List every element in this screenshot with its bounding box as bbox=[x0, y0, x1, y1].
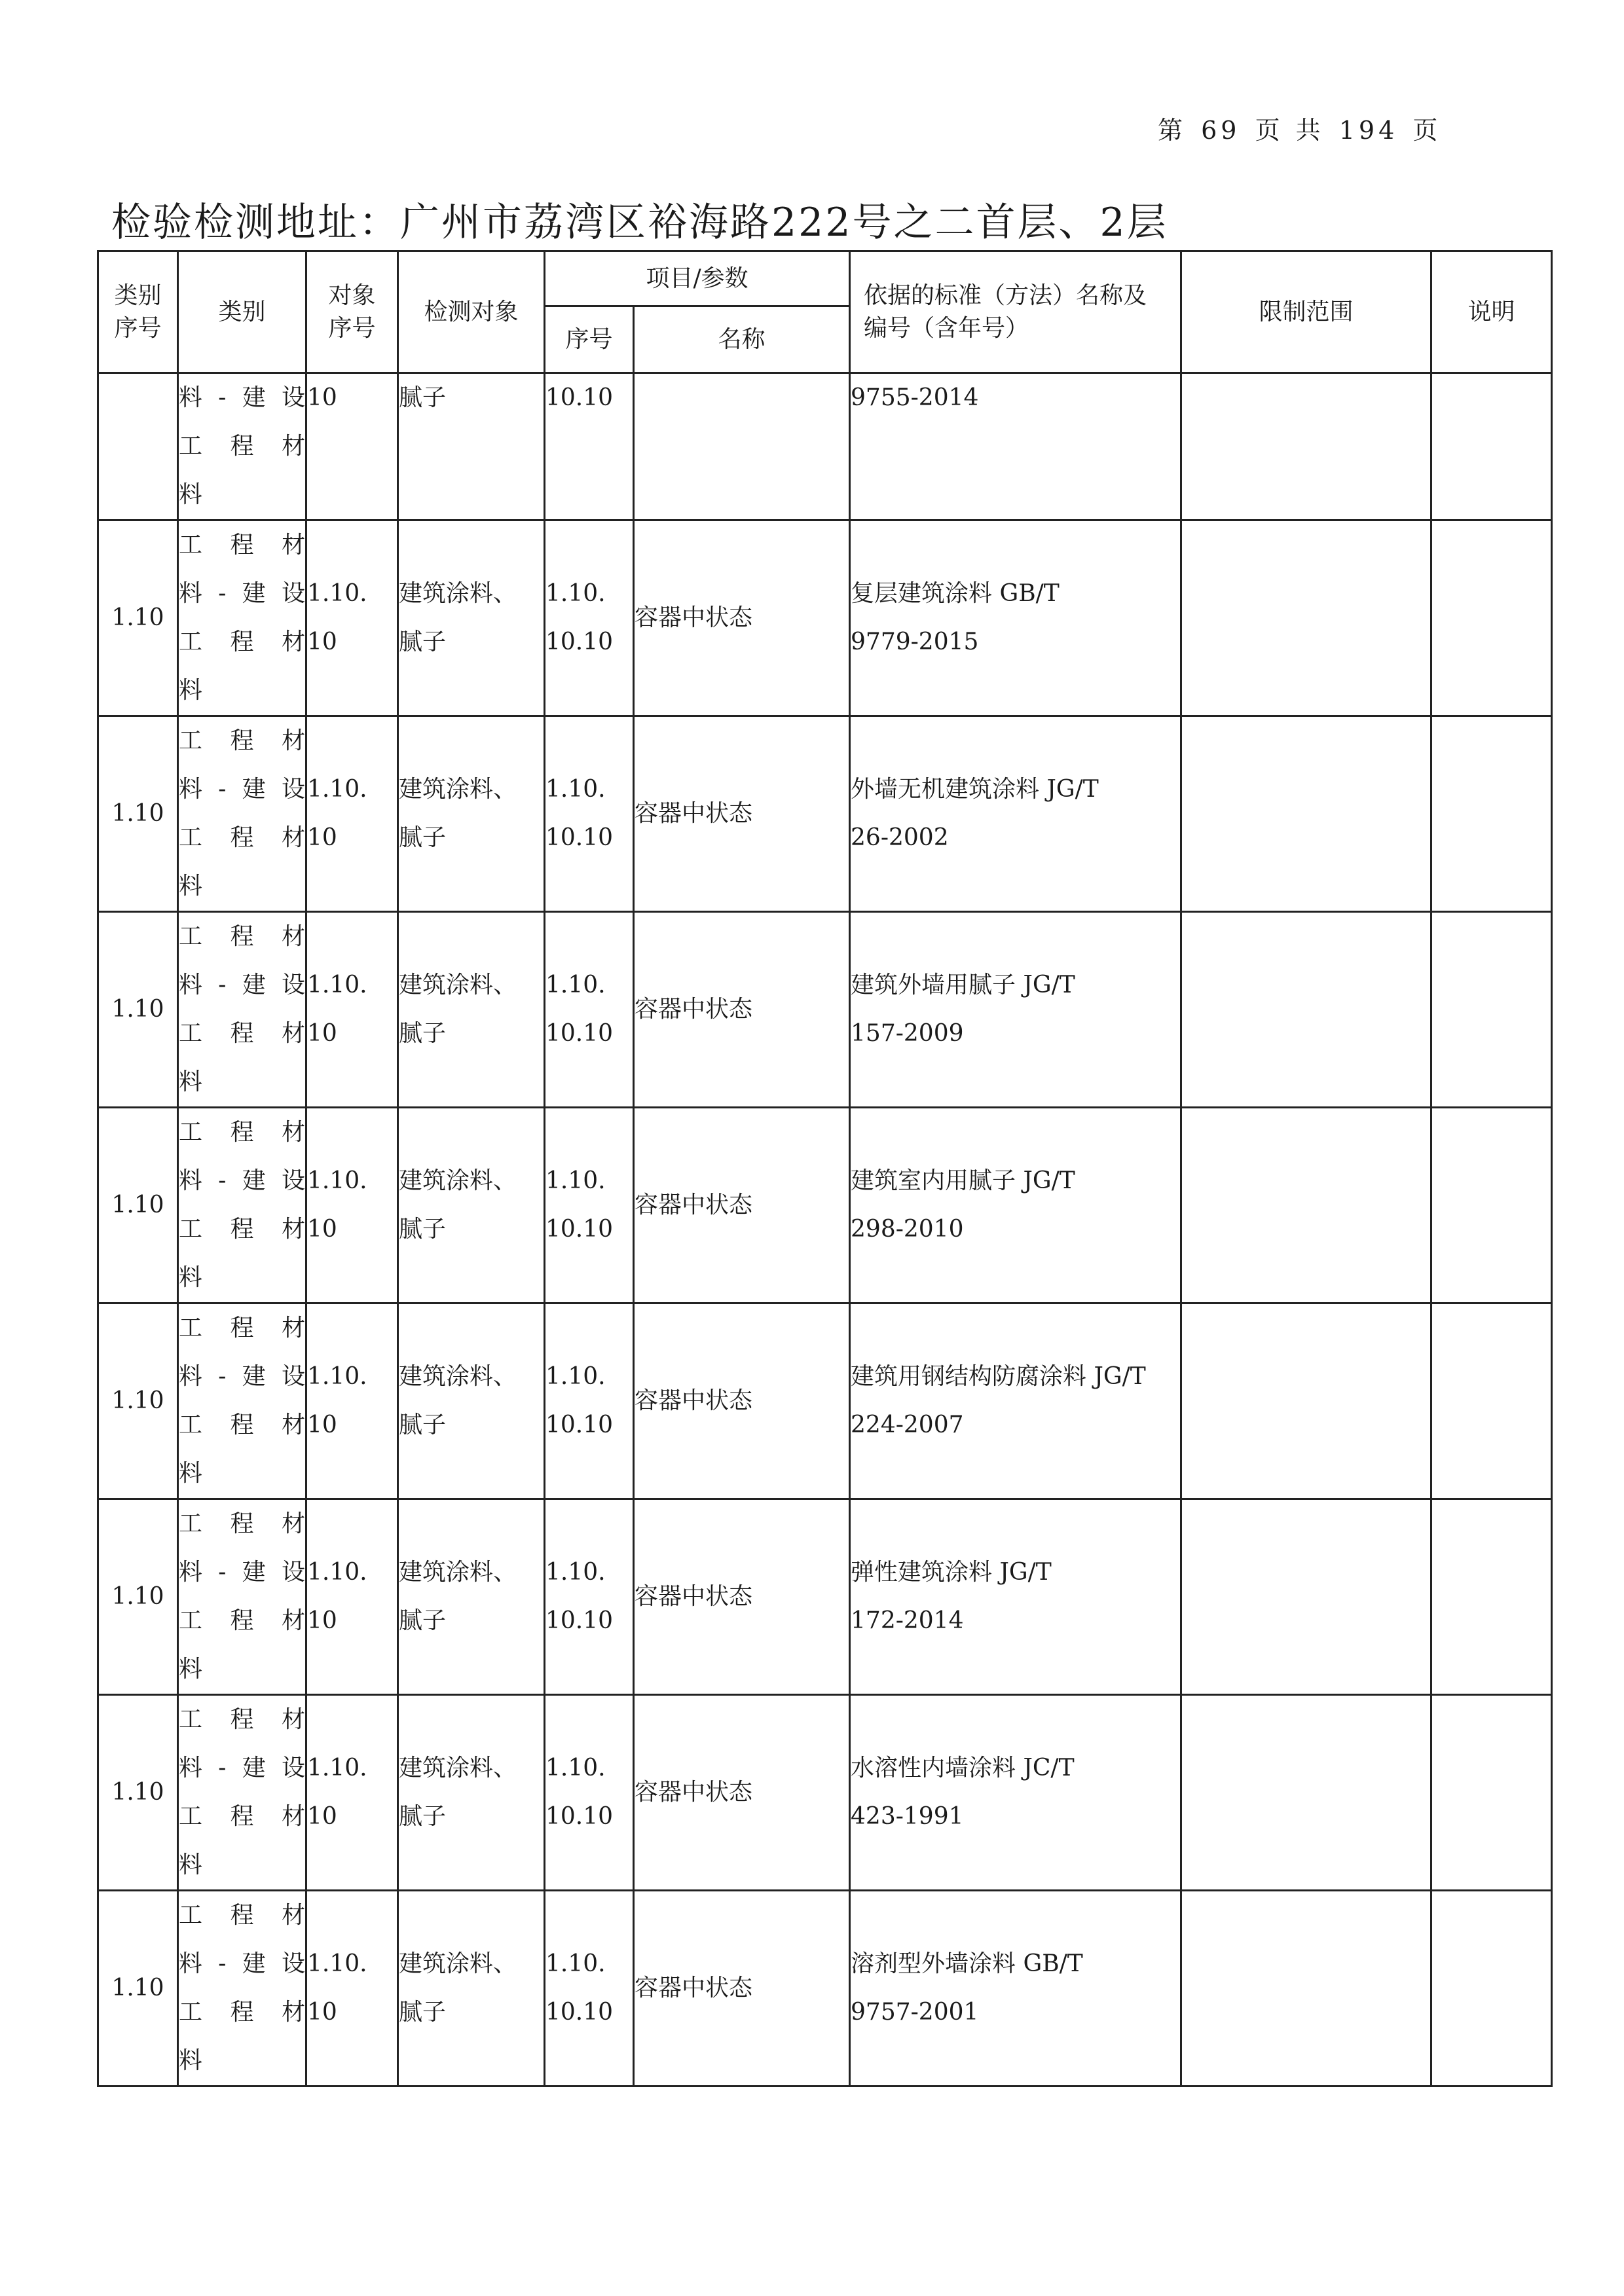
cell-standard: 复层建筑涂料 GB/T 9779-2015 bbox=[850, 520, 1181, 716]
cell-object: 建筑涂料、 腻子 bbox=[398, 912, 545, 1108]
cell-category-no: 1.10 bbox=[98, 1303, 178, 1499]
cell-note bbox=[1431, 520, 1552, 716]
page-label-mid: 页 共 bbox=[1255, 116, 1325, 145]
cell-param-no: 1.10. 10.10 bbox=[545, 1695, 634, 1891]
header-standard: 依据的标准（方法）名称及 编号（含年号） bbox=[850, 251, 1181, 373]
cell-category: 工 程 材 料-建设 工 程 材 料 bbox=[178, 1303, 306, 1499]
cell-object-no: 1.10. 10 bbox=[306, 1499, 398, 1695]
cell-category-no: 1.10 bbox=[98, 1499, 178, 1695]
header-category: 类别 bbox=[178, 251, 306, 373]
cell-object-no: 10 bbox=[306, 373, 398, 520]
cell-object: 建筑涂料、 腻子 bbox=[398, 520, 545, 716]
cell-object-no: 1.10. 10 bbox=[306, 520, 398, 716]
cell-object-no: 1.10. 10 bbox=[306, 1303, 398, 1499]
cell-param-name: 容器中状态 bbox=[634, 1303, 850, 1499]
cell-param-no: 1.10. 10.10 bbox=[545, 1303, 634, 1499]
cell-standard: 9755-2014 bbox=[850, 373, 1181, 520]
cell-note bbox=[1431, 1108, 1552, 1303]
cell-object: 建筑涂料、 腻子 bbox=[398, 1891, 545, 2086]
cell-limit bbox=[1181, 716, 1431, 912]
cell-category: 工 程 材 料-建设 工 程 材 料 bbox=[178, 716, 306, 912]
header-param-no: 序号 bbox=[545, 306, 634, 373]
lab-address: 检验检测地址：广州市荔湾区裕海路222号之二首层、2层 bbox=[111, 200, 1168, 246]
table-row bbox=[98, 1108, 1552, 1303]
table-row bbox=[98, 1303, 1552, 1499]
cell-param-name: 容器中状态 bbox=[634, 1891, 850, 2086]
cell-category-no: 1.10 bbox=[98, 1108, 178, 1303]
cell-param-no: 1.10. 10.10 bbox=[545, 1108, 634, 1303]
cell-category-no: 1.10 bbox=[98, 1891, 178, 2086]
cell-standard: 外墙无机建筑涂料 JG/T 26-2002 bbox=[850, 716, 1181, 912]
table-row bbox=[98, 520, 1552, 716]
cell-note bbox=[1431, 373, 1552, 520]
header-object-no: 对象 序号 bbox=[306, 251, 398, 373]
header-object: 检测对象 bbox=[398, 251, 545, 373]
header-limit: 限制范围 bbox=[1181, 251, 1431, 373]
table-row bbox=[98, 716, 1552, 912]
cell-standard: 水溶性内墙涂料 JC/T 423-1991 bbox=[850, 1695, 1181, 1891]
cell-note bbox=[1431, 912, 1552, 1108]
cell-param-no: 1.10. 10.10 bbox=[545, 1891, 634, 2086]
cell-category: 工 程 材 料-建设 工 程 材 料 bbox=[178, 1108, 306, 1303]
cell-note bbox=[1431, 1499, 1552, 1695]
cell-category: 工 程 材 料-建设 工 程 材 料 bbox=[178, 520, 306, 716]
header-param-name: 名称 bbox=[634, 306, 850, 373]
cell-category-no: 1.10 bbox=[98, 912, 178, 1108]
cell-param-no: 1.10. 10.10 bbox=[545, 1499, 634, 1695]
cell-param-name: 容器中状态 bbox=[634, 716, 850, 912]
header-note: 说明 bbox=[1431, 251, 1552, 373]
page-number bbox=[1158, 110, 1444, 146]
cell-category: 工 程 材 料-建设 工 程 材 料 bbox=[178, 1891, 306, 2086]
cell-object: 腻子 bbox=[398, 373, 545, 520]
cell-param-name bbox=[634, 373, 850, 520]
cell-object: 建筑涂料、 腻子 bbox=[398, 1303, 545, 1499]
cell-standard: 建筑外墙用腻子 JG/T 157-2009 bbox=[850, 912, 1181, 1108]
cell-limit bbox=[1181, 373, 1431, 520]
cell-category: 工 程 材 料-建设 工 程 材 料 bbox=[178, 1695, 306, 1891]
cell-param-name: 容器中状态 bbox=[634, 1499, 850, 1695]
cell-standard: 建筑室内用腻子 JG/T 298-2010 bbox=[850, 1108, 1181, 1303]
table-row bbox=[98, 1499, 1552, 1695]
cell-note bbox=[1431, 1695, 1552, 1891]
cell-param-name: 容器中状态 bbox=[634, 1108, 850, 1303]
cell-limit bbox=[1181, 1891, 1431, 2086]
cell-limit bbox=[1181, 1499, 1431, 1695]
cell-standard: 建筑用钢结构防腐涂料 JG/T 224-2007 bbox=[850, 1303, 1181, 1499]
page-current: 69 bbox=[1201, 116, 1241, 145]
header-params: 项目/参数 bbox=[545, 251, 850, 306]
cell-param-name: 容器中状态 bbox=[634, 520, 850, 716]
cell-note bbox=[1431, 716, 1552, 912]
cell-limit bbox=[1181, 912, 1431, 1108]
cell-object-no: 1.10. 10 bbox=[306, 1108, 398, 1303]
cell-standard: 溶剂型外墙涂料 GB/T 9757-2001 bbox=[850, 1891, 1181, 2086]
cell-note bbox=[1431, 1303, 1552, 1499]
scope-table bbox=[97, 250, 1553, 2087]
cell-category: 工 程 材 料-建设 工 程 材 料 bbox=[178, 912, 306, 1108]
page-label-prefix: 第 bbox=[1158, 116, 1187, 145]
cell-object-no: 1.10. 10 bbox=[306, 912, 398, 1108]
cell-category: 料-建设 工 程 材 料 bbox=[178, 373, 306, 520]
page-label-suffix: 页 bbox=[1412, 116, 1442, 145]
cell-limit bbox=[1181, 1108, 1431, 1303]
cell-param-no: 1.10. 10.10 bbox=[545, 912, 634, 1108]
cell-object: 建筑涂料、 腻子 bbox=[398, 1108, 545, 1303]
cell-object: 建筑涂料、 腻子 bbox=[398, 1695, 545, 1891]
cell-standard: 弹性建筑涂料 JG/T 172-2014 bbox=[850, 1499, 1181, 1695]
cell-param-name: 容器中状态 bbox=[634, 1695, 850, 1891]
table-row bbox=[98, 1891, 1552, 2086]
table-row bbox=[98, 373, 1552, 520]
cell-category-no: 1.10 bbox=[98, 716, 178, 912]
cell-limit bbox=[1181, 1303, 1431, 1499]
cell-object: 建筑涂料、 腻子 bbox=[398, 1499, 545, 1695]
cell-object-no: 1.10. 10 bbox=[306, 716, 398, 912]
cell-limit bbox=[1181, 520, 1431, 716]
cell-category-no bbox=[98, 373, 178, 520]
cell-note bbox=[1431, 1891, 1552, 2086]
cell-param-name: 容器中状态 bbox=[634, 912, 850, 1108]
cell-param-no: 10.10 bbox=[545, 373, 634, 520]
cell-object-no: 1.10. 10 bbox=[306, 1891, 398, 2086]
cell-object-no: 1.10. 10 bbox=[306, 1695, 398, 1891]
table-row bbox=[98, 1695, 1552, 1891]
header-category-no: 类别 序号 bbox=[98, 251, 178, 373]
cell-category-no: 1.10 bbox=[98, 520, 178, 716]
table-row bbox=[98, 912, 1552, 1108]
cell-param-no: 1.10. 10.10 bbox=[545, 520, 634, 716]
cell-category-no: 1.10 bbox=[98, 1695, 178, 1891]
page-total: 194 bbox=[1338, 116, 1399, 145]
cell-param-no: 1.10. 10.10 bbox=[545, 716, 634, 912]
cell-category: 工 程 材 料-建设 工 程 材 料 bbox=[178, 1499, 306, 1695]
cell-object: 建筑涂料、 腻子 bbox=[398, 716, 545, 912]
cell-limit bbox=[1181, 1695, 1431, 1891]
